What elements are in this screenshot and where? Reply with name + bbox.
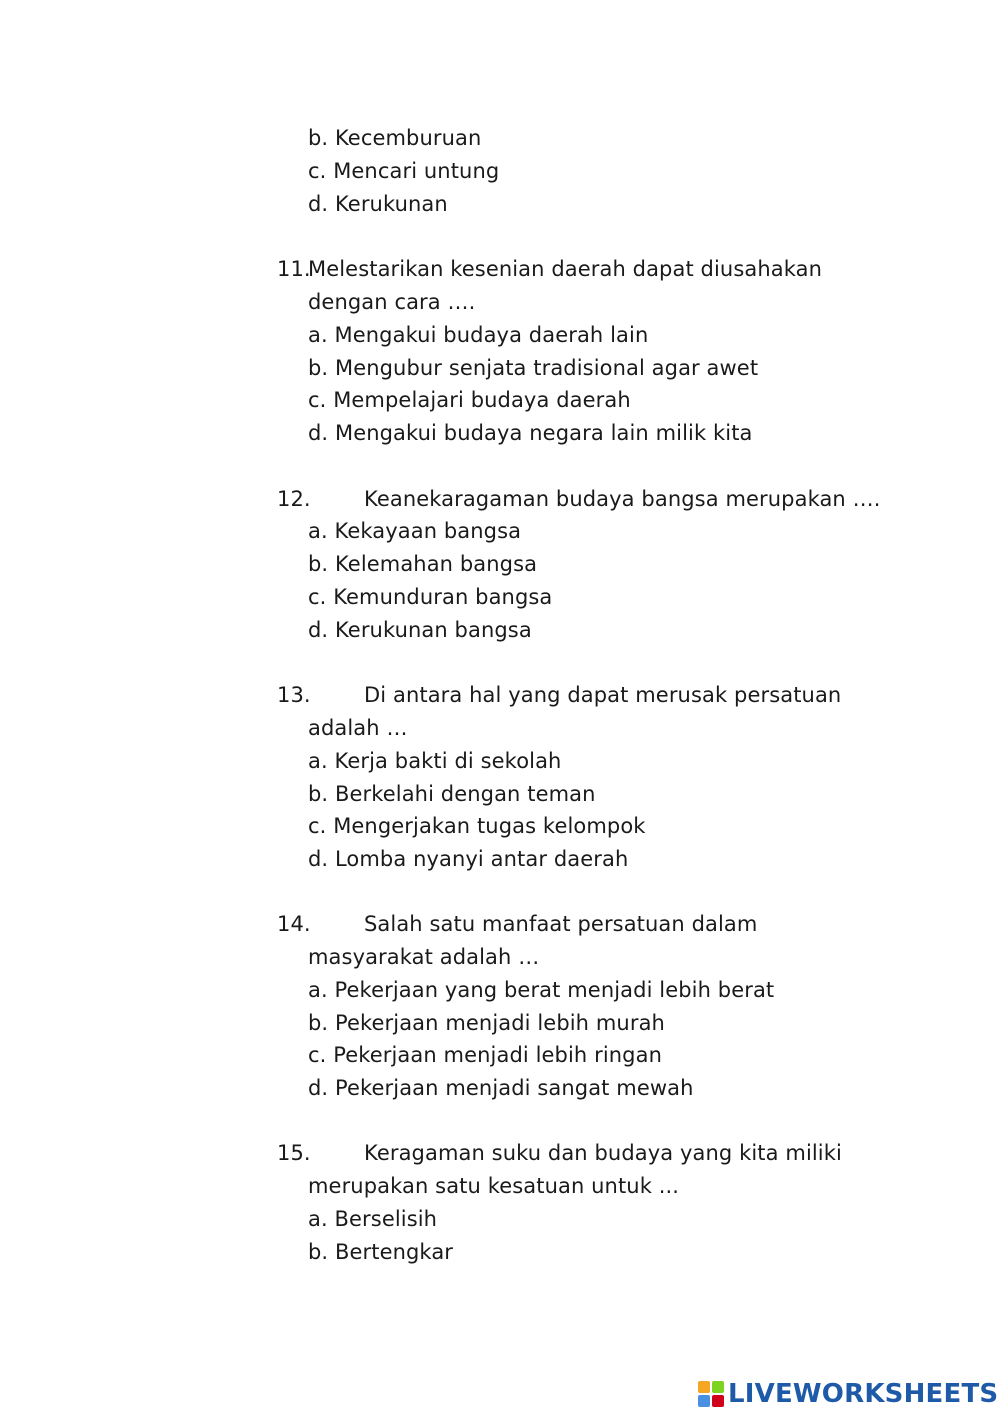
question-14-number: 14.	[277, 912, 311, 936]
liveworksheets-brand[interactable]	[698, 1378, 998, 1410]
question-15-option-b: b. Bertengkar	[308, 1240, 454, 1264]
question-13-option-a: a. Kerja bakti di sekolah	[308, 749, 562, 773]
logo-square-2	[712, 1381, 724, 1393]
logo-square-4	[712, 1395, 724, 1407]
question-11-option-d: d. Mengakui budaya negara lain milik kita	[308, 421, 753, 445]
question-12-text-line-1: Keanekaragaman budaya bangsa merupakan ….	[364, 487, 881, 511]
question-13-option-c: c. Mengerjakan tugas kelompok	[308, 814, 646, 838]
logo-square-3	[698, 1395, 710, 1407]
question-14-text-line-1: Salah satu manfaat persatuan dalam	[364, 912, 758, 936]
logo-square-1	[698, 1381, 710, 1393]
question-12-option-c: c. Kemunduran bangsa	[308, 585, 553, 609]
question-13-option-d: d. Lomba nyanyi antar daerah	[308, 847, 629, 871]
question-15-text-line-2: merupakan satu kesatuan untuk ...	[308, 1174, 680, 1198]
question-12-number: 12.	[277, 487, 311, 511]
question-13-text-line-2: adalah …	[308, 716, 408, 740]
question-14-option-a: a. Pekerjaan yang berat menjadi lebih berat	[308, 978, 775, 1002]
question-12-option-d: d. Kerukunan bangsa	[308, 618, 532, 642]
question-13-text-line-1: Di antara hal yang dapat merusak persatuan	[364, 683, 842, 707]
question-11-option-b: b. Mengubur senjata tradisional agar awet	[308, 356, 759, 380]
prev-option-b: b. Kecemburuan	[308, 126, 482, 150]
question-12-option-b: b. Kelemahan bangsa	[308, 552, 538, 576]
question-15-text-line-1: Keragaman suku dan budaya yang kita miliki	[364, 1141, 842, 1165]
prev-option-c: c. Mencari untung	[308, 159, 500, 183]
prev-option-d: d. Kerukunan	[308, 192, 448, 216]
question-11-text-line-1: Melestarikan kesenian daerah dapat diusahakan	[308, 257, 822, 281]
question-11-number: 11.	[277, 257, 311, 281]
question-13-number: 13.	[277, 683, 311, 707]
question-11-option-a: a. Mengakui budaya daerah lain	[308, 323, 649, 347]
question-12-option-a: a. Kekayaan bangsa	[308, 519, 522, 543]
question-15-option-a: a. Berselisih	[308, 1207, 438, 1231]
question-11-option-c: c. Mempelajari budaya daerah	[308, 388, 631, 412]
brand-name: LIVEWORKSHEETS	[728, 1379, 999, 1409]
question-14-option-b: b. Pekerjaan menjadi lebih murah	[308, 1011, 665, 1035]
question-14-option-c: c. Pekerjaan menjadi lebih ringan	[308, 1043, 662, 1067]
question-15-number: 15.	[277, 1141, 311, 1165]
question-14-option-d: d. Pekerjaan menjadi sangat mewah	[308, 1076, 694, 1100]
question-14-text-line-2: masyarakat adalah …	[308, 945, 540, 969]
question-11-text-line-2: dengan cara ….	[308, 290, 476, 314]
liveworksheets-logo-icon	[698, 1381, 724, 1407]
question-13-option-b: b. Berkelahi dengan teman	[308, 782, 596, 806]
